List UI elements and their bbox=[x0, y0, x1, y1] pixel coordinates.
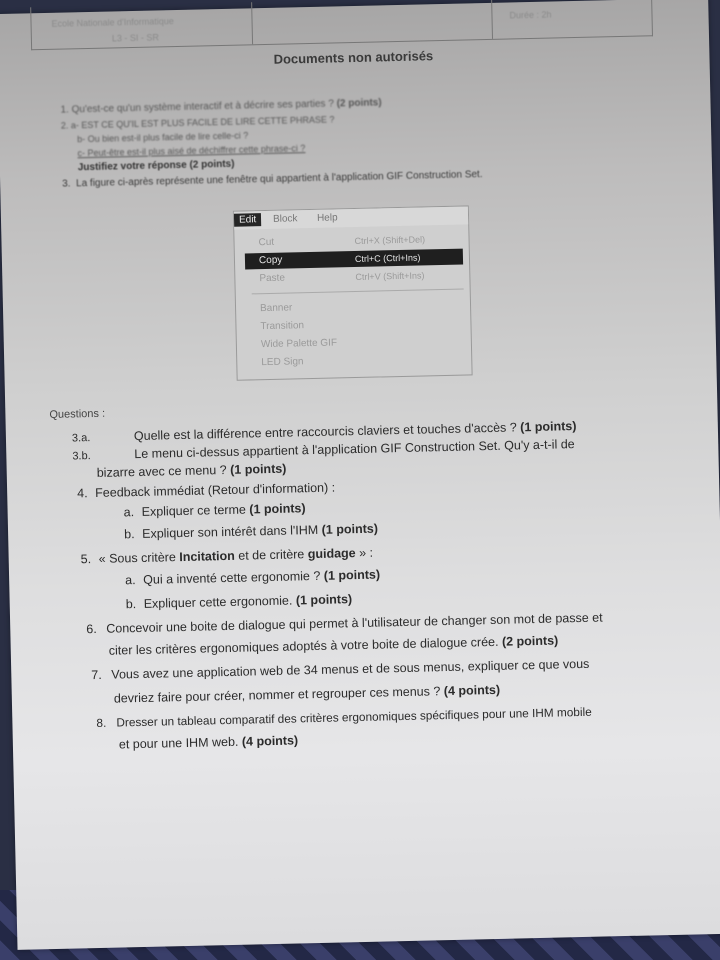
question-6: 6. Concevoir une boite de dialogue qui permet à l'utilisateur de changer son mot de passe et bbox=[86, 610, 603, 637]
header-duration: Durée : 2h bbox=[509, 9, 552, 21]
menu-item-copy: Copy Ctrl+C (Ctrl+Ins) bbox=[245, 249, 463, 270]
menu-item-paste: Paste Ctrl+V (Shift+Ins) bbox=[259, 270, 425, 285]
question-2a: 2. a- EST CE QU'IL EST PLUS FACILE DE LIRE CETTE PHRASE ? bbox=[60, 114, 335, 131]
question-3-intro: 3. La figure ci-après représente une fenêtre qui appartient à l'application GIF Construction Set. bbox=[62, 169, 483, 190]
question-2c: c- Peut-être est-il plus aisé de déchiffrer cette phrase-ci ? bbox=[77, 143, 306, 159]
question-5a: a. Qui a inventé cette ergonomie ? (1 points) bbox=[125, 567, 381, 588]
question-4a: a. Expliquer ce terme (1 points) bbox=[123, 501, 306, 520]
question-1: 1. Qu'est-ce qu'un système interactif et à décrire ses parties ? (2 points) bbox=[60, 97, 382, 116]
question-7-cont: devriez faire pour créer, nommer et regrouper ces menus ? (4 points) bbox=[113, 682, 501, 706]
menu-help: Help bbox=[316, 212, 338, 224]
menu-item-transition: Transition bbox=[260, 320, 305, 333]
question-8-cont: et pour une IHM web. (4 points) bbox=[118, 733, 299, 752]
questions-label: Questions : bbox=[49, 407, 106, 421]
question-3a: 3.a. Quelle est la différence entre raccourcis claviers et touches d'accès ? (1 points) bbox=[71, 419, 577, 445]
menu-block: Block bbox=[272, 213, 298, 225]
page-title: Documents non autorisés bbox=[273, 48, 434, 67]
question-3b-cont: bizarre avec ce menu ? (1 points) bbox=[96, 461, 287, 480]
question-2b: b- Ou bien est-il plus facile de lire celle-ci ? bbox=[77, 130, 249, 145]
question-6-cont: citer les critères ergonomiques adoptés à votre boite de dialogue crée. (2 points) bbox=[108, 633, 559, 658]
menu-bar bbox=[234, 206, 468, 229]
menu-item-wide-palette: Wide Palette GIF bbox=[260, 337, 338, 351]
menu-edit: Edit bbox=[234, 213, 262, 227]
question-4: 4. Feedback immédiat (Retour d'information) : bbox=[77, 480, 336, 501]
menu-item-cut: Cut Ctrl+X (Shift+Del) bbox=[258, 234, 426, 249]
question-7: 7. Vous avez une application web de 34 menus et de sous menus, expliquer ce que vous bbox=[91, 656, 590, 683]
question-4b: b. Expliquer son intérêt dans l'IHM (1 points) bbox=[123, 521, 379, 542]
question-5: 5. « Sous critère Incitation et de critère guidage » : bbox=[80, 545, 374, 567]
menu-figure bbox=[233, 205, 473, 380]
header-table bbox=[30, 0, 653, 50]
menu-item-banner: Banner bbox=[259, 302, 293, 315]
header-class: L3 - SI - SR bbox=[111, 32, 160, 44]
question-5b: b. Expliquer cette ergonomie. (1 points) bbox=[125, 592, 353, 612]
menu-item-led-sign: LED Sign bbox=[261, 356, 304, 369]
question-8: 8. Dresser un tableau comparatif des critères ergonomiques spécifiques pour une IHM mobile bbox=[96, 704, 592, 730]
menu-separator bbox=[252, 289, 464, 295]
question-2-justify: Justifiez votre réponse (2 points) bbox=[77, 158, 235, 174]
question-3b: 3.b. Le menu ci-dessus appartient à l'application GIF Construction Set. Qu'y a-t-il de bbox=[72, 437, 575, 463]
header-school: Ecole Nationale d'Informatique bbox=[51, 16, 174, 29]
